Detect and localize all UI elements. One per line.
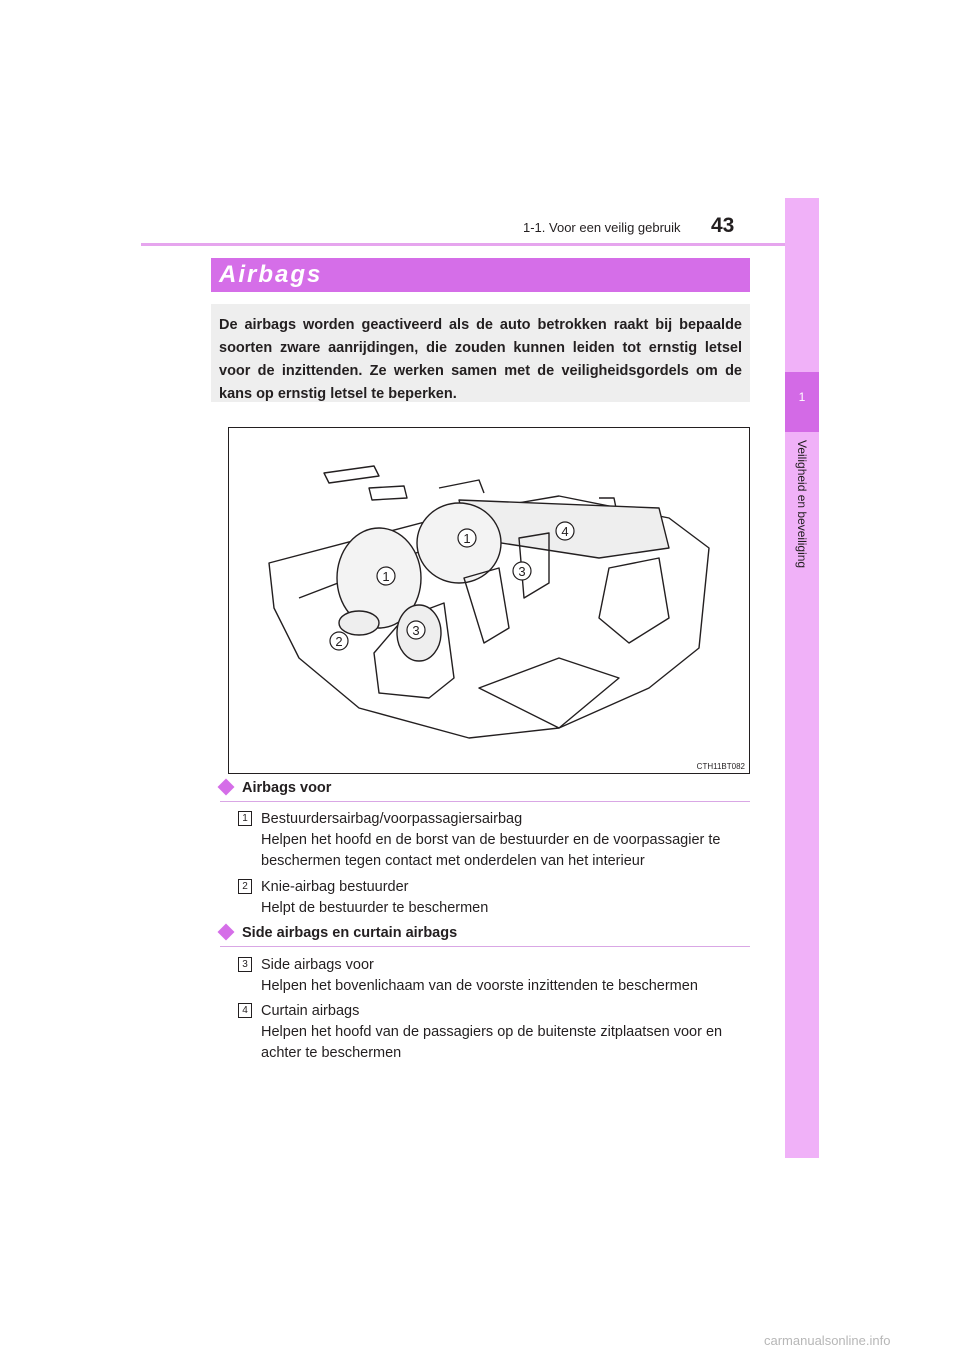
page-number: 43: [711, 214, 735, 237]
callout-2: 2: [335, 634, 343, 649]
subheading-rule: [220, 801, 750, 802]
item-number-3: 3: [238, 957, 252, 972]
diamond-bullet-icon: [218, 924, 235, 941]
section-title: Airbags: [219, 261, 323, 288]
intro-text: De airbags worden geactiveerd als de auto betrokken raakt bij bepaalde soorten zware aanrijdingen, die zouden kunnen leiden tot ernstig letsel voor de inzittenden. Ze werken samen met de veiligheidsgordels om de kans op ernstig letsel te beperken.: [219, 317, 742, 402]
item-number-1: 1: [238, 811, 252, 826]
side-tab-number: 1: [798, 390, 806, 404]
callout-3b: 3: [412, 623, 420, 638]
header-rule: [141, 243, 819, 246]
item-1: Bestuurdersairbag/voorpassagiersairbag Helpen het hoofd en de borst van de bestuurder en de voorpassagier te beschermen tegen contact met onderdelen van het interieur: [261, 811, 721, 869]
callout-3a: 3: [518, 564, 526, 579]
side-tab-label: Veiligheid en beveiliging: [795, 440, 809, 569]
car-interior-drawing: [229, 428, 749, 773]
diamond-bullet-icon: [218, 779, 235, 796]
figure-code: CTH11BT082: [696, 762, 745, 771]
item-4: Curtain airbags Helpen het hoofd van de passagiers op de buitenste zitplaatsen voor en achter te beschermen: [261, 1003, 723, 1061]
side-tab: [785, 198, 819, 1158]
callout-1a: 1: [463, 531, 471, 546]
subheading-front-airbags: Airbags voor: [220, 780, 331, 796]
item-number-4: 4: [238, 1003, 252, 1018]
chapter-title: 1-1. Voor een veilig gebruik: [523, 220, 681, 235]
callout-4: 4: [561, 524, 569, 539]
watermark: carmanualsonline.info: [764, 1333, 891, 1348]
item-3: Side airbags voor Helpen het bovenlichaam van de voorste inzittenden te beschermen: [261, 957, 698, 994]
item-2: Knie-airbag bestuurder Helpt de bestuurder te beschermen: [261, 879, 489, 916]
subheading-rule: [220, 946, 750, 947]
callout-1b: 1: [382, 569, 390, 584]
subheading-side-curtain-airbags: Side airbags en curtain airbags: [220, 925, 457, 941]
item-number-2: 2: [238, 879, 252, 894]
airbag-illustration: [228, 427, 750, 774]
